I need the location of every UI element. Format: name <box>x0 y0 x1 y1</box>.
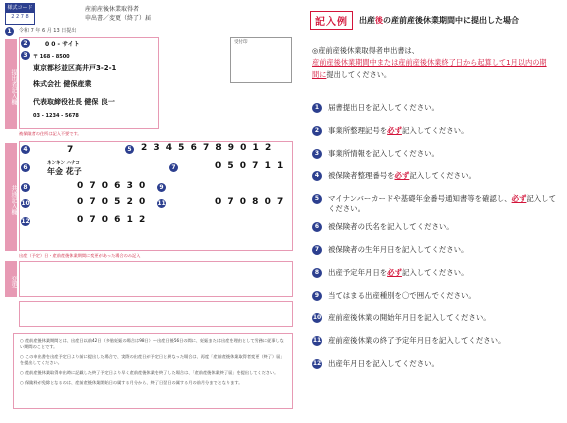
footnote-1: ○ 産前産後休業期間とは、出産日以前42日（多胎妊娠の場合は98日）～出産日後56日の間に、妊娠または出産を理由として労務に従事しない期間のことです。 <box>20 338 284 349</box>
form-sample <box>5 3 295 419</box>
form-code-number: 2 2 7 8 <box>11 14 29 20</box>
change-box <box>19 261 293 297</box>
instructions-panel <box>300 3 562 419</box>
step-item <box>312 291 557 314</box>
section-insured: 共通記入欄 <box>5 143 17 251</box>
stamp-label: 受付印 <box>234 40 248 45</box>
step-item <box>312 245 557 268</box>
step-number-badge: 2 <box>312 126 322 136</box>
tel: 03 - 1234 - 5678 <box>33 113 79 119</box>
form-title-line2: 申出書／変更（終了）届 <box>85 15 152 22</box>
birth: 0 5 0 7 1 1 <box>215 161 285 171</box>
title-red: 後 <box>375 16 383 25</box>
step-text: 事業所情報を記入してください。 <box>328 148 439 158</box>
end-box <box>19 301 293 327</box>
step-number-badge: 4 <box>312 171 322 181</box>
footnote-2: ○ この申出書を出産予定日より前に提出した場合で、実際の出産日が予定日と異なった場合は、再度「産前産後休業取得者変更（終了）届」を提出してください。 <box>20 354 285 365</box>
footnote-3: ○ 産前産後休業取得申出時に記載した終了予定日より早く産前産後休業を終了した場合は、「産前産後休業終了届」を提出してください。 <box>20 370 279 375</box>
footnote-4: ○ 保険料が免除となるのは、産前産後休業開始日の属する月分から、終了日翌日の属する月の前月分までとなります。 <box>20 380 243 385</box>
red-note-1: 被保険者の住所は記入不要です。 <box>19 131 82 136</box>
leave-end: 0 7 0 8 0 7 <box>215 197 285 207</box>
badge-1: 1 <box>5 27 14 36</box>
section-submitter: 提出者記入欄 <box>5 39 17 129</box>
step-number-badge: 10 <box>312 314 322 322</box>
badge-6: 6 <box>21 163 30 172</box>
step-number-badge: 5 <box>312 194 322 204</box>
intro-line2: 提出してください。 <box>326 70 392 79</box>
representative: 代表取締役社長 健保 良一 <box>33 98 115 106</box>
step-text: 産前産後休業の開始年月日を記入してください。 <box>328 313 491 323</box>
badge-7: 7 <box>169 163 178 172</box>
step-number-badge: 9 <box>312 291 322 301</box>
step-item <box>312 126 557 149</box>
step-item <box>312 171 557 194</box>
intro-text <box>312 45 552 81</box>
step-text: 当てはまる出産種別を〇で囲んでください。 <box>328 290 476 300</box>
name: 年金 花子 <box>47 167 82 176</box>
footnote-box <box>13 333 293 409</box>
insured-box <box>19 141 293 251</box>
step-item <box>312 149 557 172</box>
name-kana: ネンキン ハナコ <box>47 161 80 166</box>
step-number-badge: 11 <box>312 337 322 345</box>
step-item <box>312 359 557 382</box>
step-number-badge: 1 <box>312 103 322 113</box>
badge-2: 2 <box>21 39 30 48</box>
address: 東京都杉並区高井戸3-2-1 <box>33 64 117 72</box>
badge-8: 8 <box>21 183 30 192</box>
step-number-badge: 12 <box>312 359 322 367</box>
step-text: 被保険者の氏名を記入してください。 <box>328 222 454 232</box>
submit-date: 令和 7 年 6 月 13 日提出 <box>19 28 77 34</box>
badge-11: 11 <box>157 200 166 207</box>
form-title <box>85 5 285 23</box>
step-item <box>312 313 557 336</box>
step-number-badge: 8 <box>312 268 322 278</box>
birth-date: 0 7 0 6 1 2 <box>77 215 147 225</box>
form-code-box <box>5 3 35 25</box>
title-pre: 出産 <box>359 16 375 25</box>
insured-number: 7 <box>67 145 74 155</box>
mynumber: 2 3 4 5 6 7 8 9 0 1 2 <box>141 143 273 153</box>
title-post: の産前産後休業期間中に提出した場合 <box>383 16 519 25</box>
company: 株式会社 健保産業 <box>33 80 92 88</box>
badge-5: 5 <box>125 145 134 154</box>
guide-header <box>310 11 519 30</box>
guide-title <box>359 15 519 26</box>
step-text: マイナンバーカードや基礎年金番号通知書等を確認し、必ず記入してください。 <box>328 194 556 214</box>
badge-10: 10 <box>21 200 30 207</box>
step-item <box>312 336 557 359</box>
step-text: 産前産後休業の終了予定年月日を記入してください。 <box>328 336 506 346</box>
office-code: 0 0 - サイト <box>45 41 80 48</box>
form-title-line1: 産前産後休業取得者 <box>85 6 140 13</box>
step-text: 届書提出日を記入してください。 <box>328 103 439 112</box>
step-text: 被保険者の生年月日を記入してください。 <box>328 244 469 254</box>
stamp-box <box>230 37 292 83</box>
intro-red: 産前産後休業期間中または産前産後休業終了日から起算して1月以内の期間に <box>312 58 547 79</box>
red-note-2: 出産（予定）日・産前産後休業期間に変更があった場合のみ記入 <box>19 253 141 258</box>
step-item <box>312 194 557 222</box>
badge-4: 4 <box>21 145 30 154</box>
badge-12: 12 <box>21 218 30 225</box>
steps-list <box>312 103 557 382</box>
form-code-label: 様式コード <box>7 5 33 11</box>
badge-9: 9 <box>157 183 166 192</box>
step-text: 事業所整理記号を必ず記入してください。 <box>328 125 469 135</box>
step-number-badge: 6 <box>312 222 322 232</box>
section-change: 変更 <box>5 261 17 297</box>
zip: 〒 168 - 8500 <box>33 54 70 60</box>
intro-line1: ◎産前産後休業取得者申出書は、 <box>312 46 419 55</box>
step-item <box>312 222 557 245</box>
step-item <box>312 268 557 291</box>
example-tag: 記入例 <box>310 11 353 30</box>
step-text: 被保険者整理番号を必ず記入してください。 <box>328 171 476 181</box>
leave-start: 0 7 0 5 2 0 <box>77 197 147 207</box>
badge-3: 3 <box>21 51 30 60</box>
step-number-badge: 7 <box>312 245 322 255</box>
step-number-badge: 3 <box>312 149 322 159</box>
step-text: 出産年月日を記入してください。 <box>328 358 439 368</box>
step-item <box>312 103 557 126</box>
due-date: 0 7 0 6 3 0 <box>77 181 147 191</box>
step-text: 出産予定年月日を必ず記入してください。 <box>328 267 469 277</box>
